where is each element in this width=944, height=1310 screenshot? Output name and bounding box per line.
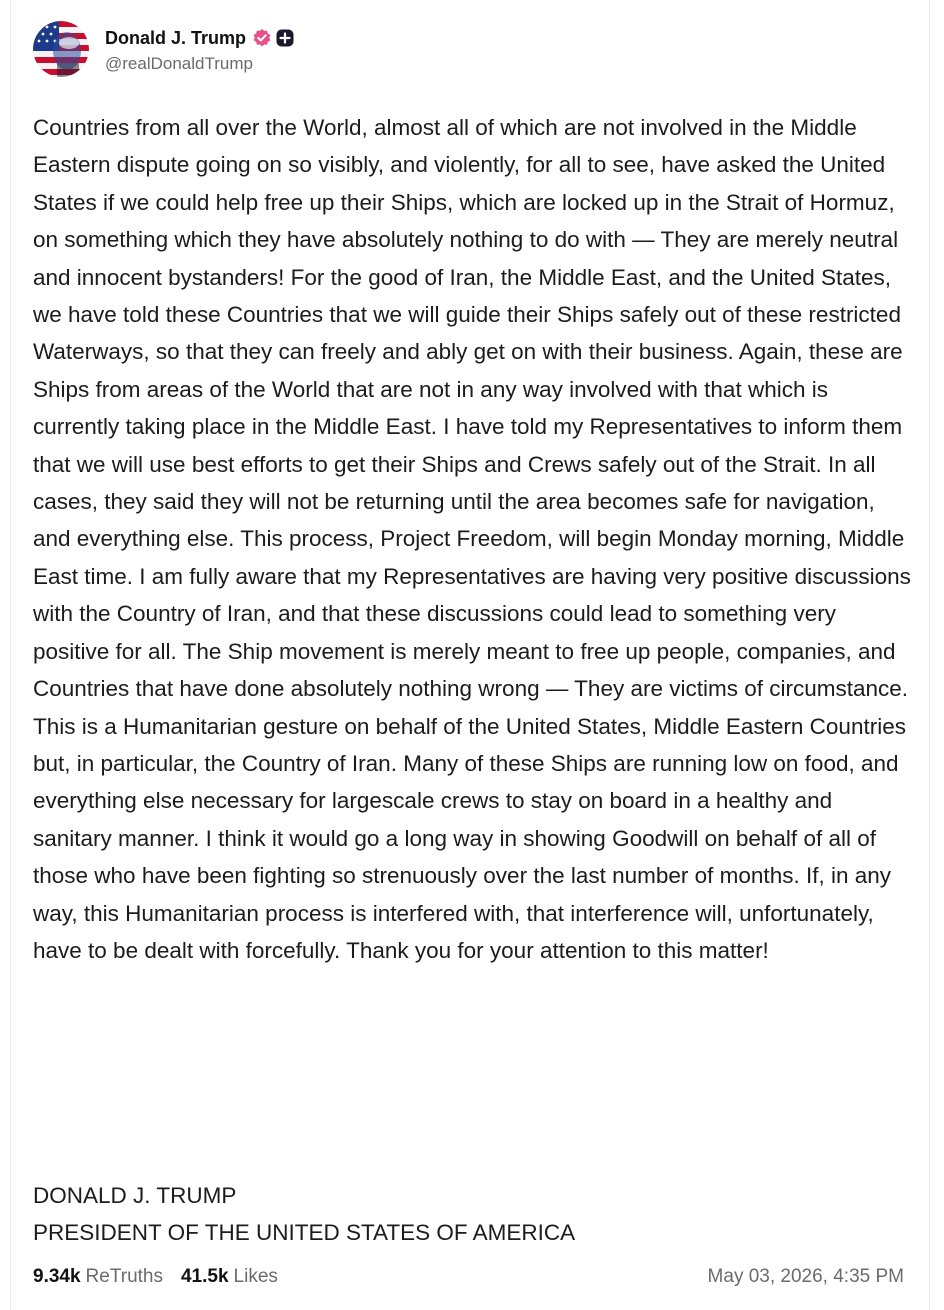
author-handle[interactable]: @realDonaldTrump [105, 54, 253, 73]
verified-badge-icon [252, 28, 272, 48]
retruths-count: 9.34k [33, 1266, 81, 1287]
likes-stat[interactable] [181, 1262, 278, 1292]
author-info [105, 24, 294, 74]
post-body-text: Countries from all over the World, almost all of which are not involved in the Middle Eastern dispute going on so visibly, and violently, for all to see, have asked the United States if we could help free up their Ships, which are locked up in the Strait of Hormuz, on something which they have absolutely nothing to do with — They are merely neutral and innocent bystanders! For the good of Iran, the Middle East, and the United States, we have told these Countries that we will guide their Ships safely out of these restricted Waterways, so that they can freely and ably get on with their business. Again, these are Ships from areas of the World that are not in any way involved with that which is currently taking place in the Middle East. I have told my Representatives to inform them that we will use best efforts to get their Ships and Crews safely out of the Strait. In all cases, they said they will not be returning until the area becomes safe for navigation, and everything else. This process, Project Freedom, will begin Monday morning, Middle East time. I am fully aware that my Representatives are having very positive discussions with the Country of Iran, and that these discussions could lead to something very positive for all. The Ship movement is merely meant to free up people, companies, and Countries that have done absolutely nothing wrong — They are victims of circumstance. This is a Humanitarian gesture on behalf of the United States, Middle Eastern Countries but, in particular, the Country of Iran. Many of these Ships are running low on food, and everything else necessary for largescale crews to stay on board in a healthy and sanitary manner. I think it would go a long way in showing Goodwill on behalf of all of those who have been fighting so strenuously over the last number of months. If, in any way, this Humanitarian process is interfered with, that interference will, unfortunately, have to be dealt with forcefully. Thank you for your attention to this matter! [33, 115, 911, 963]
avatar[interactable] [33, 21, 89, 77]
signature-title: PRESIDENT OF THE UNITED STATES OF AMERICA [33, 1220, 576, 1246]
post-header [33, 18, 294, 80]
plus-badge-icon [276, 29, 294, 47]
flag-portrait-avatar-icon [33, 21, 89, 77]
author-name-row [105, 24, 294, 52]
post-timestamp[interactable]: May 03, 2026, 4:35 PM [707, 1266, 904, 1287]
author-display-name[interactable]: Donald J. Trump [105, 27, 247, 48]
retruths-stat[interactable] [33, 1262, 163, 1292]
post-signature [33, 1177, 911, 1252]
retruths-label: ReTruths [85, 1266, 163, 1287]
post-stats [33, 1262, 296, 1292]
likes-label: Likes [233, 1266, 278, 1287]
likes-count: 41.5k [180, 1266, 229, 1287]
signature-name: DONALD J. TRUMP [33, 1183, 237, 1208]
post-card [10, 0, 930, 1310]
